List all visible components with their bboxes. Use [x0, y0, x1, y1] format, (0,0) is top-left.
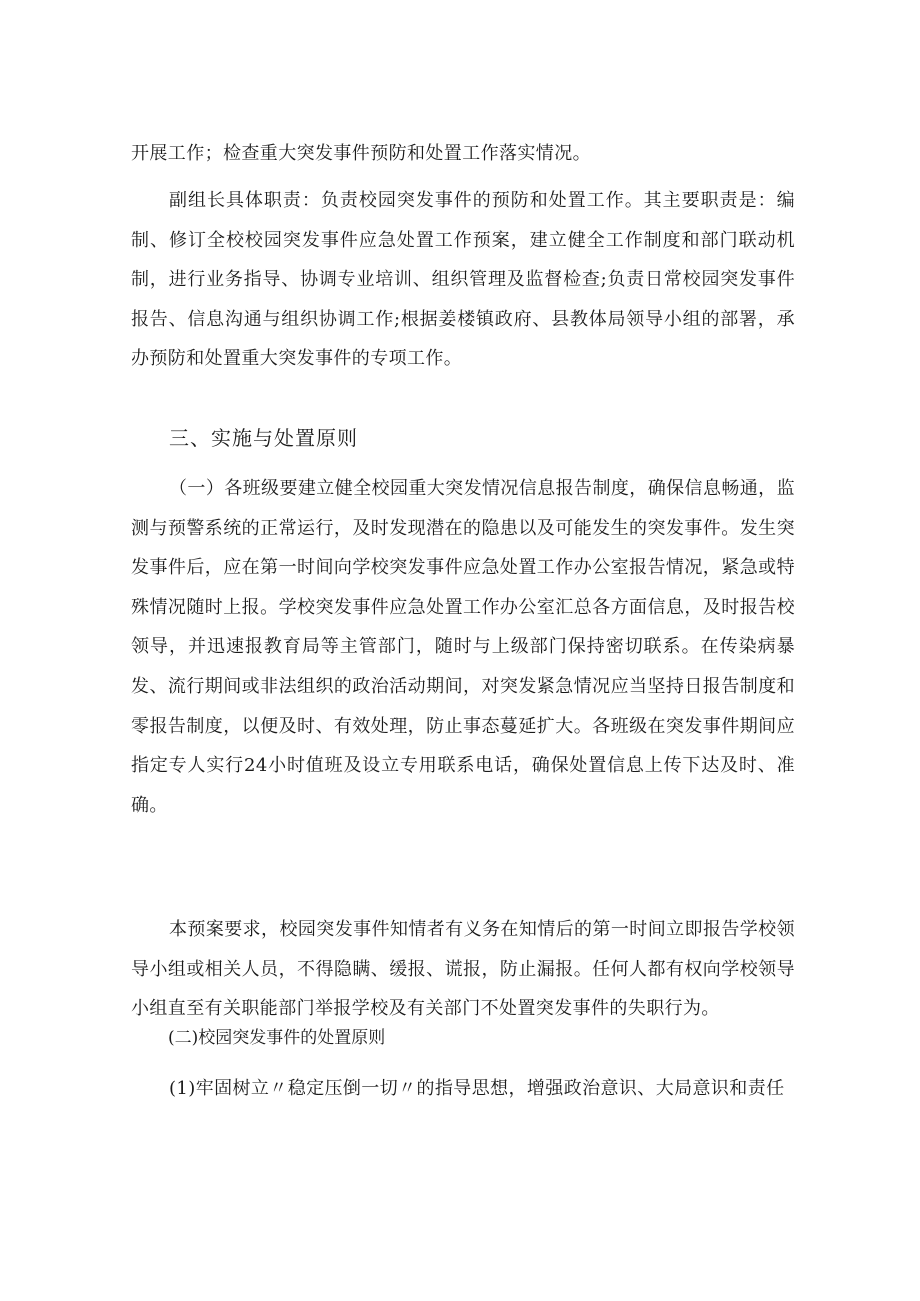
section-heading-implementation-principles: 三、实施与处置原则	[169, 426, 358, 450]
paragraph-deputy-leader-duties: 副组长具体职责：负责校园突发事件的预防和处置工作。其主要职责是：编制、修订全校校园突发事件应急处置工作预案，建立健全工作制度和部门联动机制，进行业务指导、协调专业培训、组织管理及监督检查;负责日常校园突发事件报告、信息沟通与组织协调工作;根据姜楼镇政府、县教体局领导小组的部署，承办预防和处置重大突发事件的专项工作。	[131, 190, 795, 370]
paragraph-continuation: 开展工作；检查重大突发事件预防和处置工作落实情况。	[131, 143, 591, 164]
subheading-handling-principles: (二)校园突发事件的处置原则	[168, 1028, 386, 1048]
paragraph-plan-requirement: 本预案要求，校园突发事件知情者有义务在知情后的第一时间立即报告学校领导小组或相关人员，不得隐瞒、缓报、谎报，防止漏报。任何人都有权向学校领导小组直至有关职能部门举报学校及有关部门不处置突发事件的失职行为。	[131, 919, 795, 1020]
paragraph-item-one: （一）各班级要建立健全校园重大突发情况信息报告制度，确保信息畅通，监测与预警系统的正常运行，及时发现潜在的隐患以及可能发生的突发事件。发生突发事件后，应在第一时间向学校突发事件应急处置工作办公室报告情况，紧急或特殊情况随时上报。学校突发事件应急处置工作办公室汇总各方面信息，及时报告校领导，并迅速报教育局等主管部门，随时与上级部门保持密切联系。在传染病暴发、流行期间或非法组织的政治活动期间，对突发紧急情况应当坚持日报告制度和零报告制度，以便及时、有效处理，防止事态蔓延扩大。各班级在突发事件期间应指定专人实行24小时值班及设立专用联系电话，确保处置信息上传下达及时、准确。	[131, 478, 795, 816]
paragraph-point-one: (1)牢固树立〃稳定压倒一切〃的指导思想，增强政治意识、大局意识和责任	[169, 1078, 785, 1099]
